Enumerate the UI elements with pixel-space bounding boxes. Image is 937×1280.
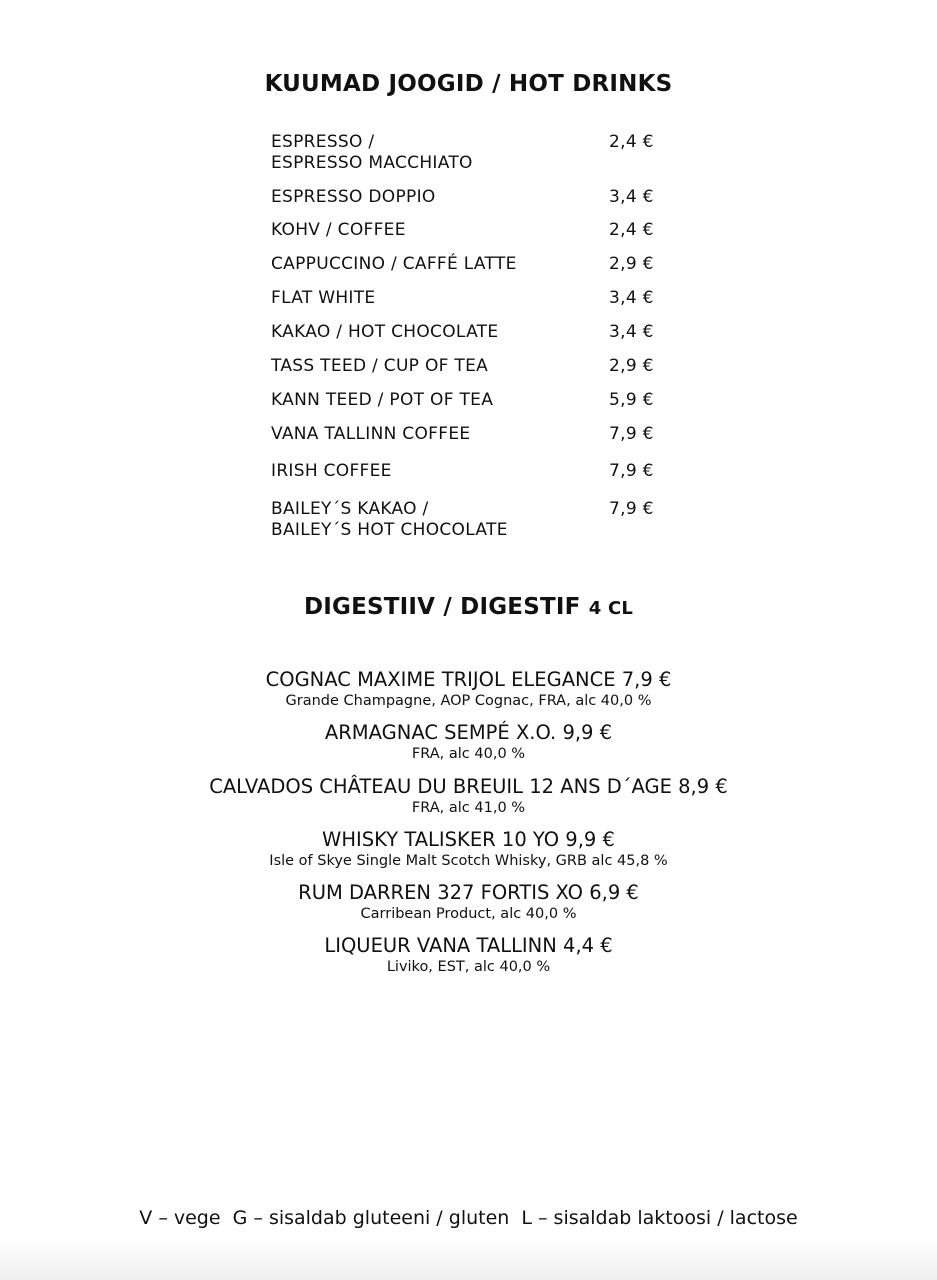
menu-item-price: 2,4 € bbox=[609, 132, 654, 152]
menu-item-price: 3,4 € bbox=[609, 322, 654, 342]
menu-item-name-line: KOHV / COFFEE bbox=[271, 220, 406, 240]
menu-item-name-line: KANN TEED / POT OF TEA bbox=[271, 390, 494, 410]
menu-item-name-line: ESPRESSO / bbox=[271, 132, 375, 152]
digestif-item-subtitle: Liviko, EST, alc 40,0 % bbox=[386, 959, 551, 975]
digestif-item-title: WHISKY TALISKER 10 YO 9,9 € bbox=[322, 828, 615, 851]
digestif-item-title: RUM DARREN 327 FORTIS XO 6,9 € bbox=[298, 881, 639, 904]
menu-item-name-line: BAILEY´S HOT CHOCOLATE bbox=[271, 520, 508, 540]
digestif-item-subtitle: Isle of Skye Single Malt Scotch Whisky, GRB alc 45,8 % bbox=[269, 853, 668, 869]
menu-item-price: 7,9 € bbox=[609, 461, 654, 481]
menu-item-price: 3,4 € bbox=[609, 187, 654, 207]
digestif-item-subtitle: Grande Champagne, AOP Cognac, FRA, alc 40,0 % bbox=[285, 693, 652, 709]
menu-item-name bbox=[271, 288, 601, 309]
menu-item-name-line: ESPRESSO MACCHIATO bbox=[271, 153, 473, 173]
digestif-item-title: LIQUEUR VANA TALLINN 4,4 € bbox=[324, 934, 613, 957]
menu-item-name bbox=[271, 390, 601, 411]
menu-item-name bbox=[271, 132, 601, 174]
digestif-item bbox=[0, 668, 937, 710]
menu-item-name-line: CAPPUCCINO / CAFFÉ LATTE bbox=[271, 254, 517, 274]
menu-item-name-line: IRISH COFFEE bbox=[271, 461, 392, 481]
menu-item-name-line: BAILEY´S KAKAO / bbox=[271, 499, 429, 519]
menu-item-price: 5,9 € bbox=[609, 390, 654, 410]
menu-item-name bbox=[271, 187, 601, 208]
digestif-item bbox=[0, 881, 937, 923]
digestif-item bbox=[0, 828, 937, 870]
menu-item-name bbox=[271, 424, 601, 445]
menu-item-name bbox=[271, 356, 601, 377]
menu-item-name bbox=[271, 254, 601, 275]
menu-item-name bbox=[271, 322, 601, 343]
digestif-item-title: CALVADOS CHÂTEAU DU BREUIL 12 ANS D´AGE 8,9 € bbox=[209, 775, 728, 798]
digestif-item-subtitle: FRA, alc 41,0 % bbox=[411, 800, 526, 816]
menu-item-name-line: FLAT WHITE bbox=[271, 288, 376, 308]
menu-item-name-line: VANA TALLINN COFFEE bbox=[271, 424, 471, 444]
menu-item-name bbox=[271, 461, 601, 482]
menu-item-name bbox=[271, 499, 601, 541]
menu-item-price: 2,9 € bbox=[609, 356, 654, 376]
dietary-legend: V – vege G – sisaldab gluteeni / gluten L – sisaldab laktoosi / lactose bbox=[139, 1207, 798, 1229]
digestif-heading-text: DIGESTIIV / DIGESTIF bbox=[303, 594, 581, 620]
hot-drinks-heading: KUUMAD JOOGID / HOT DRINKS bbox=[264, 71, 673, 97]
digestif-heading-unit: 4 CL bbox=[588, 598, 634, 619]
digestif-item bbox=[0, 934, 937, 976]
menu-item-price: 7,9 € bbox=[609, 499, 654, 519]
menu-item-price: 7,9 € bbox=[609, 424, 654, 444]
menu-item-name-line: TASS TEED / CUP OF TEA bbox=[271, 356, 489, 376]
digestif-item-title: COGNAC MAXIME TRIJOL ELEGANCE 7,9 € bbox=[265, 668, 672, 691]
digestif-item bbox=[0, 775, 937, 817]
digestif-item-subtitle: FRA, alc 40,0 % bbox=[411, 746, 526, 762]
menu-item-name bbox=[271, 220, 601, 241]
menu-item-name-line: ESPRESSO DOPPIO bbox=[271, 187, 436, 207]
digestif-item-title: ARMAGNAC SEMPÉ X.O. 9,9 € bbox=[324, 721, 613, 744]
digestif-heading bbox=[0, 594, 937, 620]
menu-item-price: 2,4 € bbox=[609, 220, 654, 240]
menu-item-name-line: KAKAO / HOT CHOCOLATE bbox=[271, 322, 499, 342]
digestif-item-subtitle: Carribean Product, alc 40,0 % bbox=[360, 906, 577, 922]
digestif-item bbox=[0, 721, 937, 763]
menu-item-price: 2,9 € bbox=[609, 254, 654, 274]
page-bottom-shadow bbox=[0, 1240, 937, 1280]
menu-item-price: 3,4 € bbox=[609, 288, 654, 308]
